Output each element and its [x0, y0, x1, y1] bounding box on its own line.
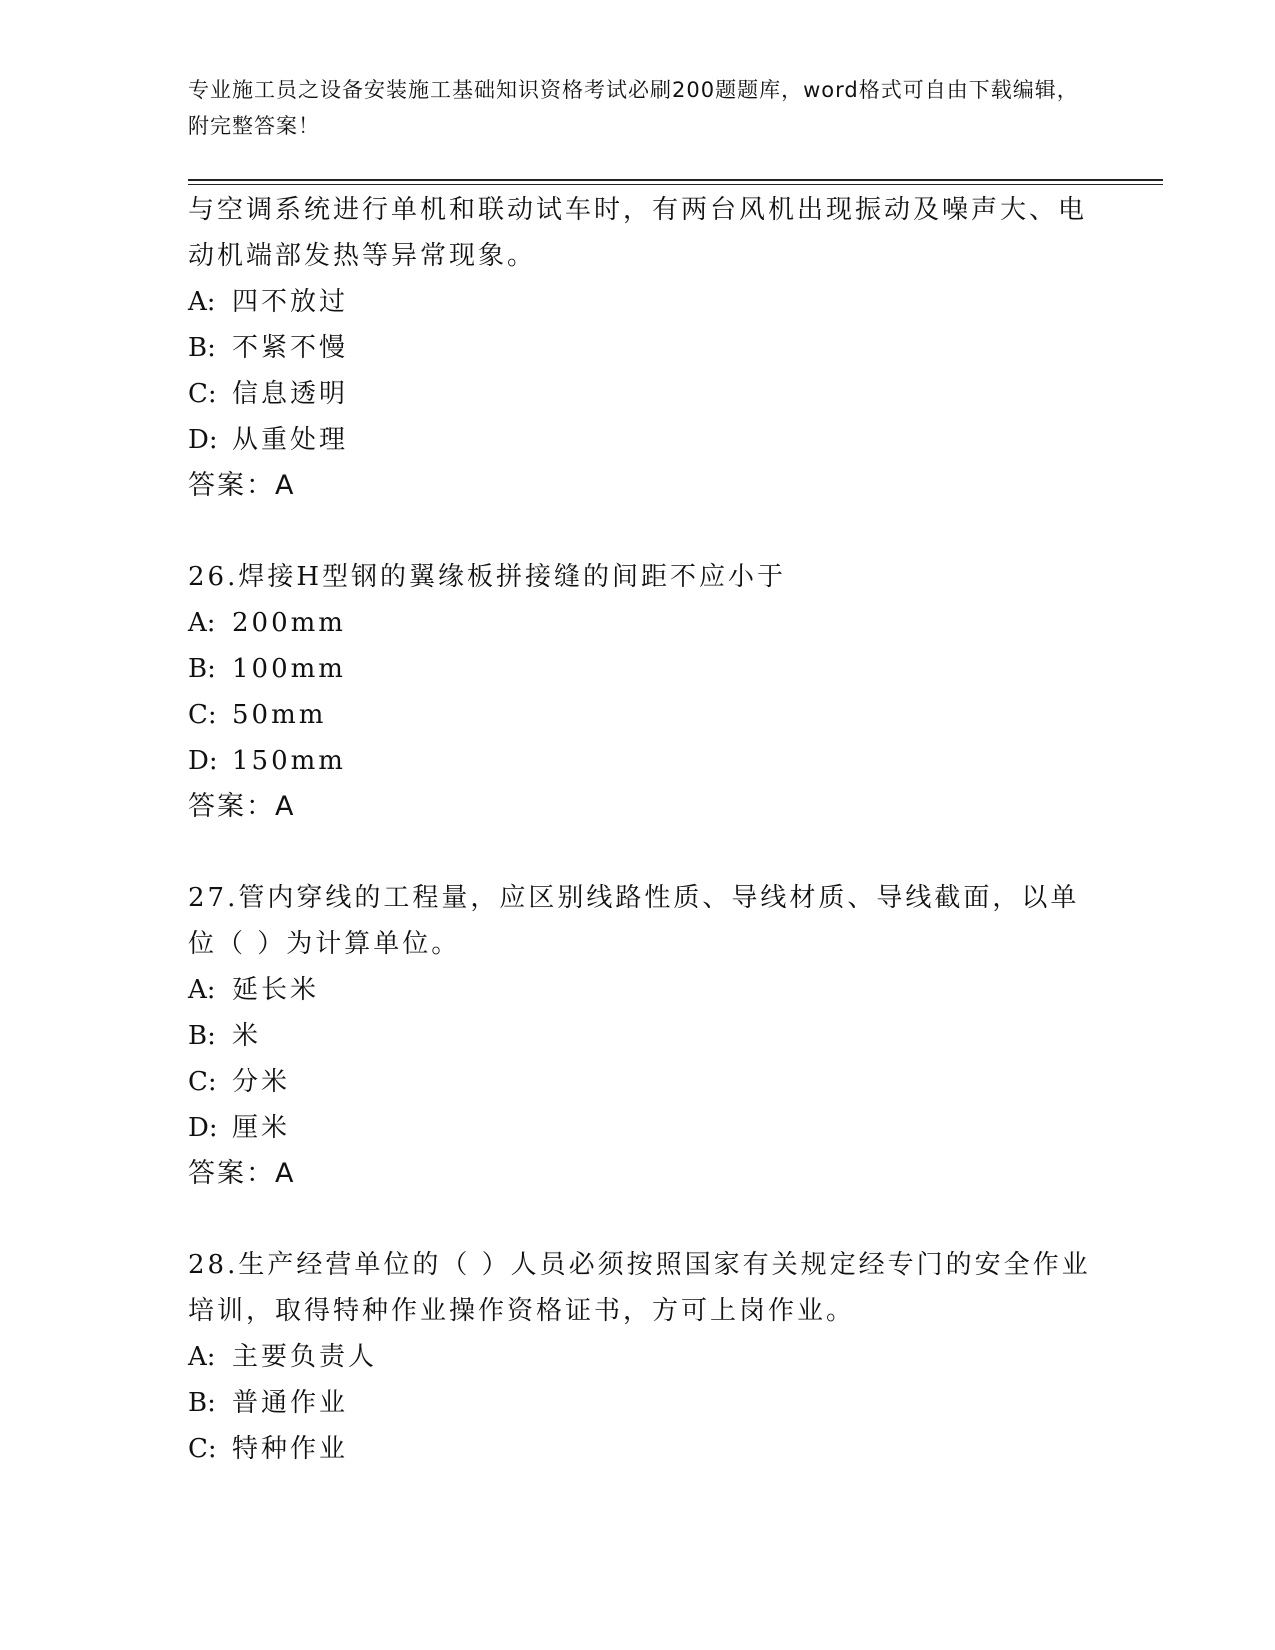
question-text: 26.焊接H型钢的翼缘板拼接缝的间距不应小于: [188, 562, 787, 592]
option-b: [188, 325, 1108, 371]
option-letter: C:: [188, 379, 217, 409]
option-text: 延长米: [232, 975, 320, 1005]
option-text: 厘米: [232, 1113, 291, 1143]
option-c: [188, 371, 1108, 417]
question-text: 与空调系统进行单机和联动试车时，有两台风机出现振动及噪声大、电动机端部发热等异常现象。: [188, 195, 1088, 271]
option-text: 不紧不慢: [232, 333, 349, 363]
question-block: [188, 875, 1108, 1197]
option-text: 普通作业: [232, 1388, 349, 1418]
question-list: [188, 187, 1108, 1472]
question-block: [188, 187, 1108, 509]
option-text: 200mm: [232, 608, 346, 638]
header-divider-thin: [188, 184, 1163, 185]
option-d: [188, 1105, 1108, 1151]
question-text: 27.管内穿线的工程量，应区别线路性质、导线材质、导线截面，以单位（ ）为计算单位。: [188, 883, 1080, 959]
option-d: [188, 738, 1108, 784]
option-c: [188, 1059, 1108, 1105]
option-letter: B:: [188, 1021, 216, 1051]
option-letter: D:: [188, 425, 218, 455]
option-letter: B:: [188, 654, 216, 684]
option-a: [188, 1334, 1108, 1380]
option-b: [188, 1380, 1108, 1426]
option-a: [188, 279, 1108, 325]
option-text: 主要负责人: [232, 1342, 378, 1372]
answer-line: 答案：A: [188, 791, 296, 822]
answer-line: 答案：A: [188, 470, 296, 501]
question-block: [188, 1242, 1108, 1472]
option-text: 从重处理: [232, 425, 349, 455]
option-letter: A:: [188, 608, 216, 638]
question-block: [188, 554, 1108, 830]
option-a: [188, 967, 1108, 1013]
option-letter: B:: [188, 1388, 216, 1418]
document-header: 专业施工员之设备安装施工基础知识资格考试必刷200题题库，word格式可自由下载编辑，附完整答案！: [188, 78, 1079, 138]
option-letter: B:: [188, 333, 216, 363]
option-text: 米: [232, 1021, 262, 1051]
option-text: 100mm: [232, 654, 346, 684]
option-letter: C:: [188, 1067, 217, 1097]
option-text: 150mm: [232, 746, 346, 776]
option-letter: A:: [188, 287, 216, 317]
option-text: 50mm: [232, 700, 327, 730]
option-c: [188, 692, 1108, 738]
option-b: [188, 1013, 1108, 1059]
header-divider-thick: [188, 179, 1163, 181]
option-letter: D:: [188, 746, 218, 776]
question-text: 28.生产经营单位的（ ）人员必须按照国家有关规定经专门的安全作业培训，取得特种作业操作资格证书，方可上岗作业。: [188, 1250, 1091, 1326]
option-a: [188, 600, 1108, 646]
answer-line: 答案：A: [188, 1158, 296, 1189]
option-d: [188, 417, 1108, 463]
option-letter: C:: [188, 1434, 217, 1464]
option-c: [188, 1426, 1108, 1472]
option-text: 信息透明: [232, 379, 349, 409]
option-text: 特种作业: [232, 1434, 349, 1464]
option-text: 四不放过: [232, 287, 349, 317]
option-text: 分米: [232, 1067, 291, 1097]
option-b: [188, 646, 1108, 692]
option-letter: D:: [188, 1113, 218, 1143]
option-letter: A:: [188, 1342, 216, 1372]
option-letter: C:: [188, 700, 217, 730]
option-letter: A:: [188, 975, 216, 1005]
